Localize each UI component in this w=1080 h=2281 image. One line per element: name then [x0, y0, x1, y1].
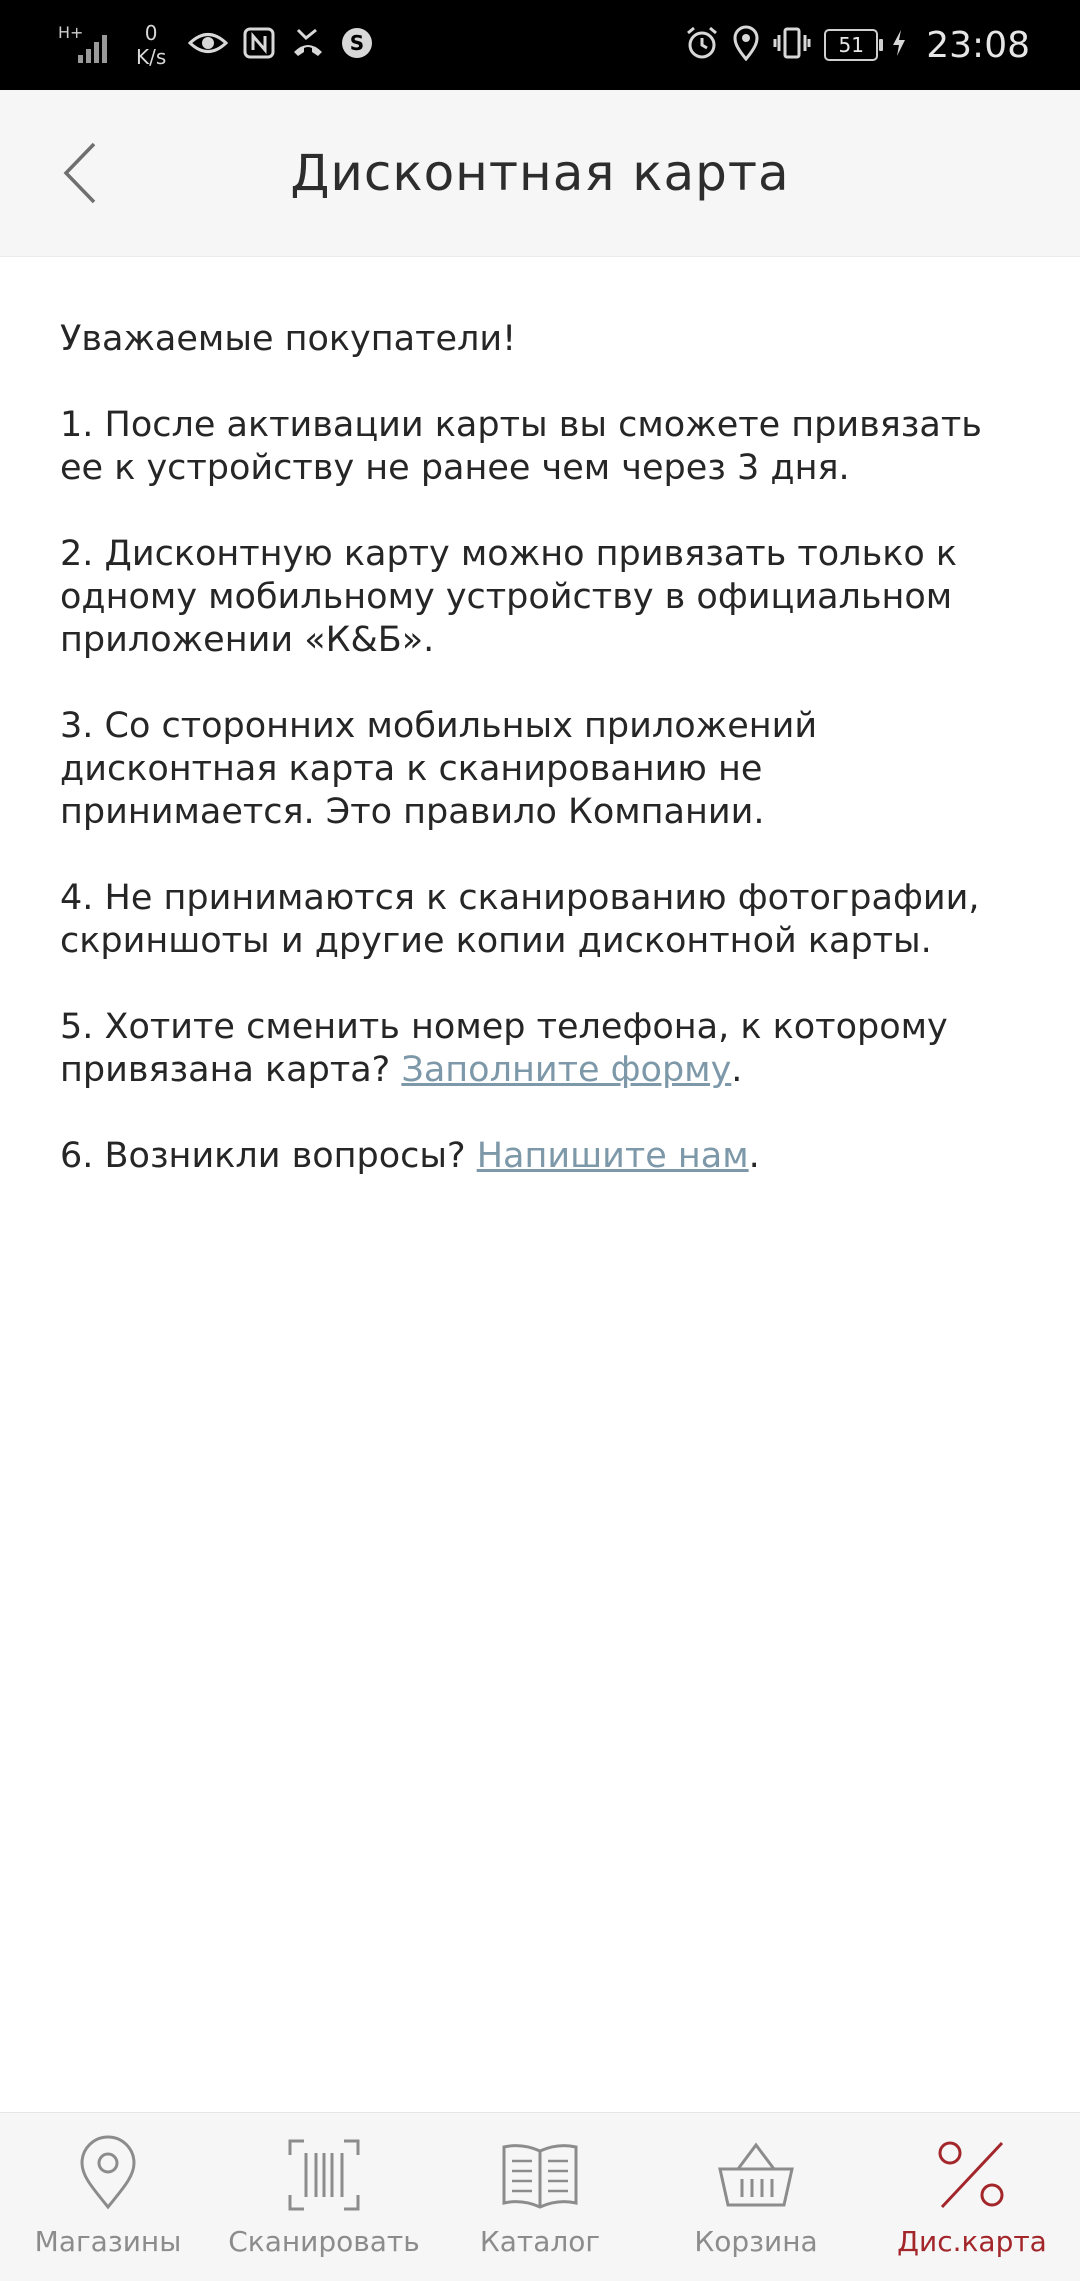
eye-icon: [188, 28, 228, 62]
nfc-icon: [242, 26, 276, 64]
rule-5: [60, 1006, 1020, 1092]
basket-icon: [716, 2135, 796, 2215]
speed-unit: K/s: [136, 45, 167, 69]
speed-value: 0: [144, 21, 158, 45]
status-bar: [0, 0, 1080, 90]
nav-item-cart[interactable]: [648, 2113, 864, 2281]
clock: 23:08: [926, 24, 1030, 66]
vibrate-icon: [772, 25, 812, 65]
signal-icon: [58, 25, 114, 65]
rule-3: 3. Со сторонних мобильных приложений дисконтная карта к сканированию не принимается. Это правило Компании.: [60, 706, 818, 832]
barcode-scan-icon: [284, 2135, 364, 2215]
nav-item-stores[interactable]: [0, 2113, 216, 2281]
nav-label-discount-card: Дис.карта: [897, 2225, 1047, 2258]
nav-label-cart: Корзина: [694, 2225, 818, 2258]
nav-label-catalog: Каталог: [479, 2225, 601, 2258]
write-us-link[interactable]: Напишите нам: [476, 1136, 749, 1176]
nav-item-scan[interactable]: [216, 2113, 432, 2281]
nav-item-discount-card[interactable]: [864, 2113, 1080, 2281]
page-title: Дисконтная карта: [290, 144, 790, 202]
rule-5-text: 5. Хотите сменить номер телефона, к которому привязана карта?: [60, 1007, 948, 1090]
chevron-left-icon: [60, 141, 100, 205]
back-button[interactable]: [40, 128, 120, 218]
location-pin-icon: [68, 2135, 148, 2215]
battery-level: 51: [838, 33, 864, 57]
svg-text:S: S: [350, 31, 365, 55]
rule-6-period: .: [748, 1136, 760, 1176]
network-type: H+: [58, 23, 84, 42]
discount-card-info: [60, 318, 1020, 1221]
rule-2: 2. Дисконтную карту можно привязать только к одному мобильному устройству в официальном приложении «К&Б».: [60, 534, 958, 660]
rule-1: 1. После активации карты вы сможете привязать ее к устройству не ранее чем через 3 дня.: [60, 405, 982, 488]
nav-item-catalog[interactable]: [432, 2113, 648, 2281]
nav-label-scan: Сканировать: [228, 2225, 420, 2258]
rule-6-text: 6. Возникли вопросы?: [60, 1136, 477, 1176]
rule-5-period: .: [731, 1050, 743, 1090]
nav-label-stores: Магазины: [34, 2225, 182, 2258]
network-speed: [136, 21, 166, 69]
bottom-navigation: [0, 2112, 1080, 2281]
fill-form-link[interactable]: Заполните форму: [401, 1050, 732, 1090]
alarm-icon: [684, 25, 720, 65]
rule-4: 4. Не принимаются к сканированию фотографии, скриншоты и другие копии дисконтной карты.: [60, 878, 980, 961]
charging-icon: [890, 28, 908, 62]
app-header: [0, 90, 1080, 257]
skype-icon: [340, 26, 374, 64]
greeting-text: Уважаемые покупатели!: [60, 319, 517, 359]
location-icon: [732, 25, 760, 65]
status-bar-left: [58, 0, 374, 90]
rule-6: [60, 1135, 1020, 1178]
status-bar-right: [684, 0, 1030, 90]
percent-icon: [932, 2135, 1012, 2215]
book-icon: [500, 2135, 580, 2215]
battery-icon: [824, 29, 878, 61]
missed-call-icon: [290, 26, 326, 64]
